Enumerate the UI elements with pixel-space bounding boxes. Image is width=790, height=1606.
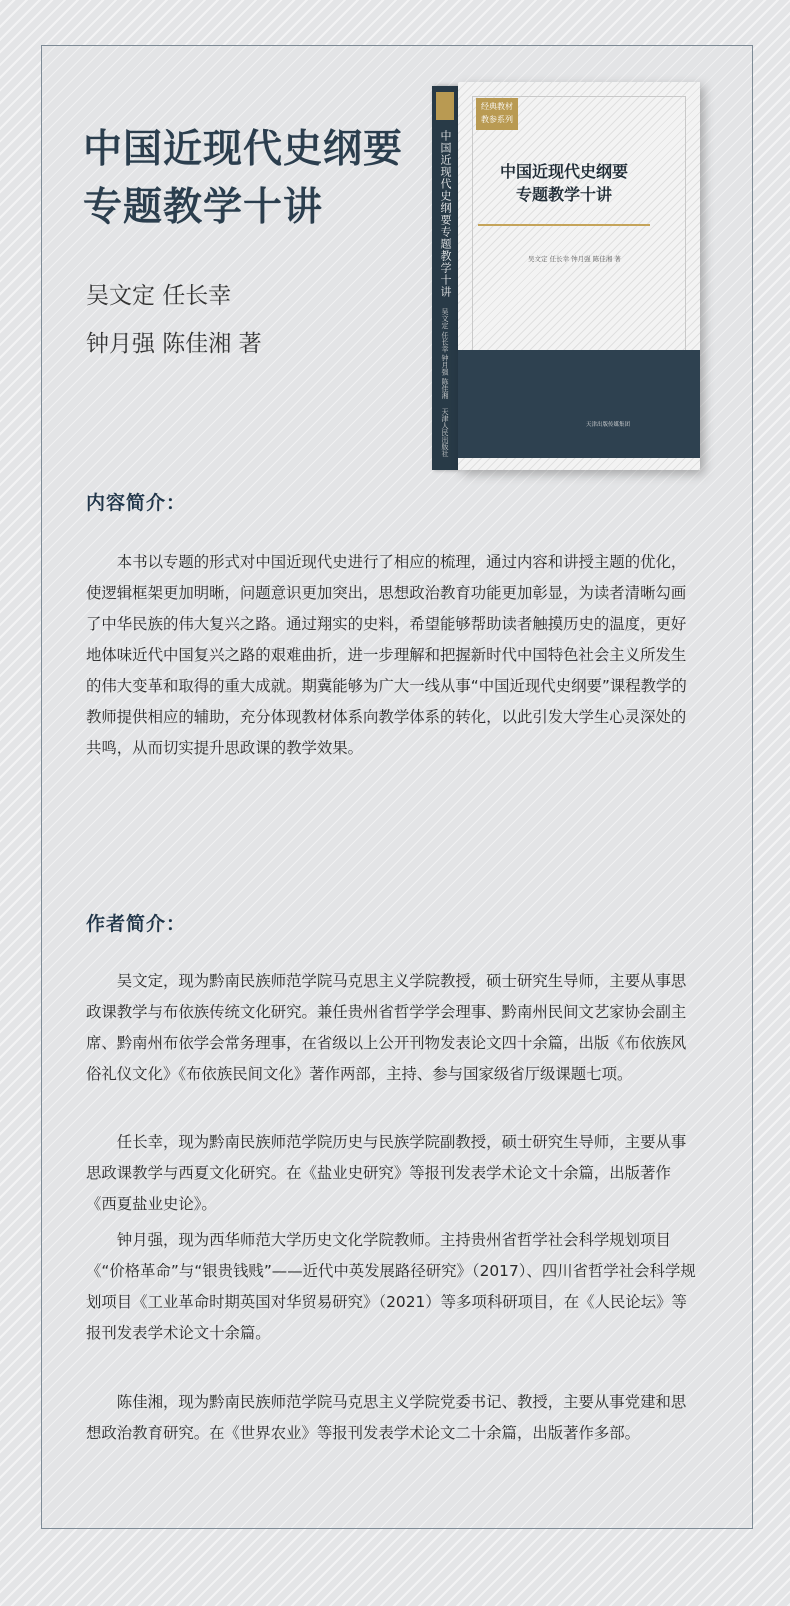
cover-dark-band <box>458 350 700 458</box>
author-bio-ren: 任长幸，现为黔南民族师范学院历史与民族学院副教授，硕士研究生导师，主要从事思政课教学与西夏文化研究。在《盐业史研究》等报刊发表学术论文十余篇，出版著作《西夏盐业史论》。 <box>86 1133 687 1213</box>
authors-line2: 钟月强 陈佳湘 著 <box>86 331 262 357</box>
spine-title: 中国近现代史纲要专题教学十讲 <box>439 130 452 298</box>
intro-paragraph: 本书以专题的形式对中国近现代史进行了相应的梳理，通过内容和讲授主题的优化，使逻辑框架更加明晰，问题意识更加突出，思想政治教育功能更加彰显，为读者清晰勾画了中华民族的伟大复兴之路。通过翔实的史料，希望能够帮助读者触摸历史的温度，更好地体味近代中国复兴之路的艰难曲折，进一步理解和把握新时代中国特色社会主义所发生的伟大变革和取得的重大成就。期冀能够为广大一线从事“中国近现代史纲要”课程教学的教师提供相应的辅助，充分体现教材体系向教学体系的转化，以此引发大学生心灵深处的共鸣，从而切实提升思政课的教学效果。 <box>86 553 687 757</box>
book-cover-image <box>432 82 700 470</box>
author-bio-zhong: 钟月强，现为西华师范大学历史文化学院教师。主持贵州省哲学社会科学规划项目《“价格革命”与“银贵钱贱”——近代中英发展路径研究》（2017）、四川省哲学社会科学规划项目《工业革命时期英国对华贸易研究》（2021）等多项科研项目，在《人民论坛》等报刊发表学术论文十余篇。 <box>86 1231 696 1342</box>
book-title <box>83 120 403 236</box>
spine-authors: 吴文定 任长幸 钟月强 陈佳湘 <box>441 308 449 399</box>
author-bio-wu: 吴文定，现为黔南民族师范学院马克思主义学院教授，硕士研究生导师，主要从事思政课教学与布依族传统文化研究。兼任贵州省哲学学会理事、黔南州民间文艺家协会副主席、黔南州布依学会常务理事，在省级以上公开刊物发表论文四十余篇，出版《布依族风俗礼仪文化》《布依族民间文化》著作两部，主持、参与国家级省厅级课题七项。 <box>86 972 687 1083</box>
book-title-line1: 中国近现代史纲要 <box>83 126 404 172</box>
cover-title <box>458 160 670 206</box>
authors-line1: 吴文定 任长幸 <box>86 283 232 309</box>
series-badge: 经典教材 教参系列 <box>476 98 518 130</box>
spine-series-badge <box>436 92 454 120</box>
cover-gold-rule <box>478 224 650 226</box>
cover-authors: 吴文定 任长幸 钟月强 陈佳湘 著 <box>528 255 621 263</box>
book-authors <box>86 272 262 368</box>
author-heading: 作者简介： <box>86 913 187 935</box>
book-title-line2: 专题教学十讲 <box>83 184 324 230</box>
author-bio-chen: 陈佳湘，现为黔南民族师范学院马克思主义学院党委书记、教授，主要从事党建和思想政治教育研究。在《世界农业》等报刊发表学术论文二十余篇，出版著作多部。 <box>86 1393 687 1442</box>
book-spine <box>432 86 458 470</box>
cover-publisher: 天津出版传媒集团 <box>586 422 631 428</box>
intro-heading: 内容简介： <box>86 492 187 514</box>
spine-publisher: 天津人民出版社 <box>441 408 449 457</box>
cover-title-line1: 中国近现代史纲要 <box>499 162 628 181</box>
cover-title-line2: 专题教学十讲 <box>515 185 612 204</box>
